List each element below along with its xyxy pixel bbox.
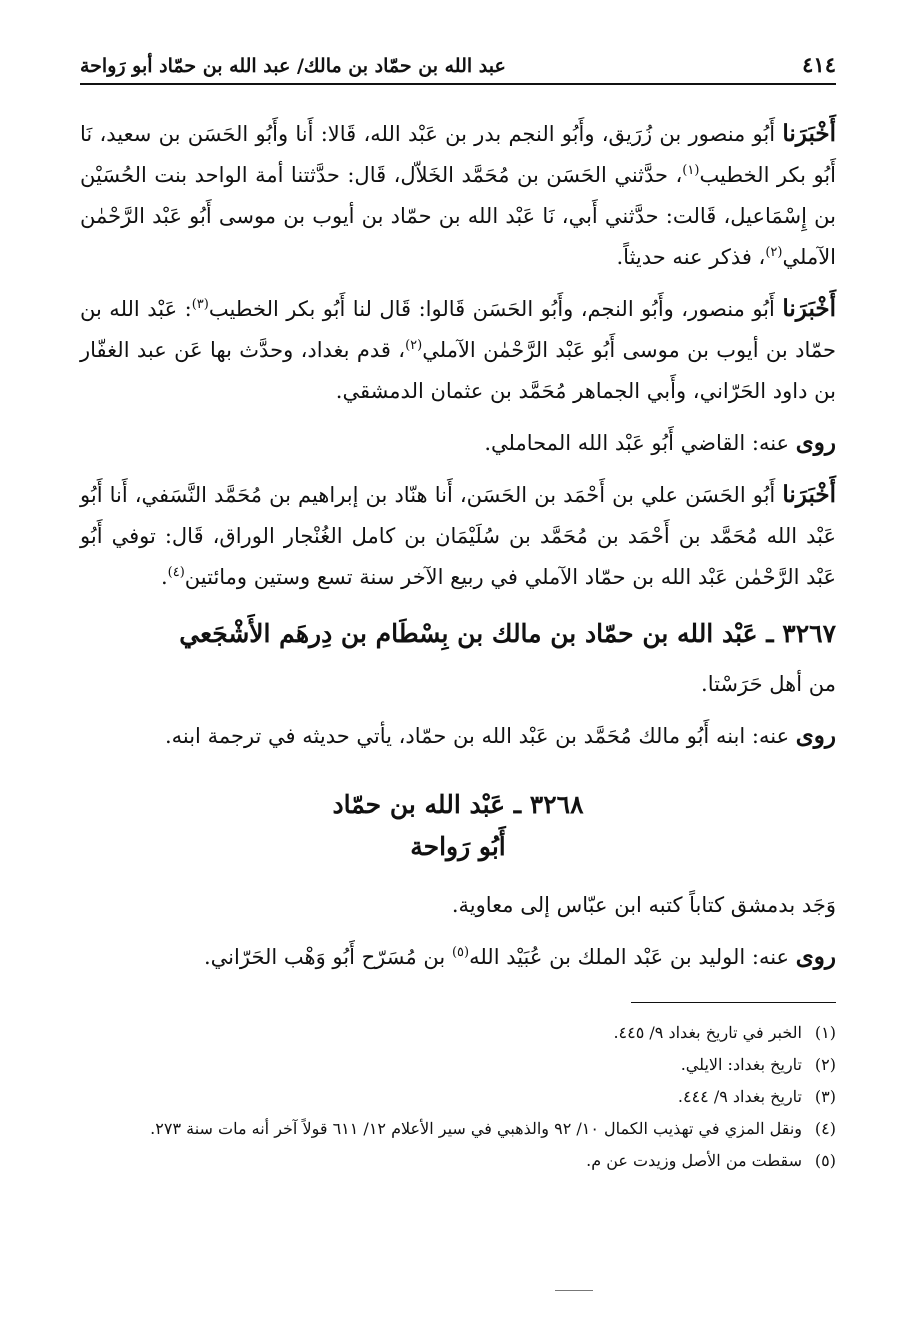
footnote-text: تاريخ بغداد ٩/ ٤٤٤.	[677, 1087, 802, 1106]
footnote-ref: (٥)	[451, 945, 470, 960]
paragraph-text: أَبُو منصور بن زُرَيق، وأَبُو النجم بدر بن عَبْد الله، قَالا: أَنا وأَبُو الحَسَن بن سعيد، نَا أَبُو بكر الخطيب	[80, 122, 836, 187]
riwaya-lead: روى	[795, 943, 836, 970]
footnotes	[80, 1019, 836, 1174]
paragraph-text: : عَبْد الله بن حمّاد بن أيوب بن موسى أَبُو عَبْد الرَّحْمٰن الآملي	[80, 297, 836, 362]
footnote-text: تاريخ بغداد: الايلي.	[680, 1055, 802, 1074]
paragraph-lead: أَخْبَرَنا	[782, 295, 837, 322]
footnote-number: (٤)	[814, 1119, 836, 1138]
paragraph-lead: أَخْبَرَنا	[782, 120, 836, 147]
footnote-ref: (٣)	[191, 297, 209, 312]
footnote-item	[80, 1147, 836, 1174]
footnote-number: (٥)	[814, 1151, 836, 1170]
footnote-item	[80, 1019, 836, 1046]
entry-title-3268: ٣٢٦٨ ـ عَبْد الله بن حمّاد	[332, 790, 584, 819]
entry-riwaya	[80, 936, 836, 978]
entry-subtitle-3268: أَبُو رَواحة	[410, 832, 506, 861]
footnote-text: سقطت من الأصل وزيدت عن م.	[586, 1151, 802, 1170]
footnote-text: الخبر في تاريخ بغداد ٩/ ٤٤٥.	[613, 1023, 802, 1042]
footnote-item	[80, 1115, 836, 1142]
paragraph-text: ، قدم بغداد، وحدَّث بها عَن عبد الغفّار بن داود الحَرّاني، وأَبي الجماهر مُحَمَّد بن عثمان الدمشقي.	[80, 338, 836, 403]
page-header	[80, 52, 836, 85]
running-title: عبد الله بن حمّاد بن مالك/ عبد الله بن حمّاد أبو رَواحة	[80, 55, 506, 77]
paragraph-text: عنه: القاضي أَبُو عَبْد الله المحاملي.	[484, 431, 790, 455]
footnote-item	[80, 1051, 836, 1078]
riwaya-text: عنه: ابنه أَبُو مالك مُحَمَّد بن عَبْد الله بن حمّاد، يأتي حديثه في ترجمة ابنه.	[164, 724, 790, 748]
entry-origin: من أهل حَرَسْتا.	[701, 672, 836, 696]
page-number: ٤١٤	[802, 52, 836, 77]
footnote-ref: (٤)	[167, 565, 185, 580]
paragraph-3	[80, 422, 836, 464]
footnote-item	[80, 1083, 836, 1110]
entry-title-3267: ٣٢٦٧ ـ عَبْد الله بن حمّاد بن مالك بن بِسْطَام بن دِرهَم الأَشْجَعي	[179, 619, 836, 648]
footnote-ref: (٢)	[405, 338, 423, 353]
paragraph-4	[80, 474, 836, 598]
paragraph-text: أَبُو الحَسَن علي بن أَحْمَد بن الحَسَن، أَنا هنّاد بن إبراهيم بن مُحَمَّد النَّسَفي، أَنا أَبُو عَبْد الله مُحَمَّد بن أَحْمَد بن مُحَمَّد بن سُلَيْمَان بن كامل الغُنْجار الوراق، قَال: توفي أَبُو عَبْد الرَّحْمٰن عَبْد الله بن حمّاد الآملي في ربيع الآخر سنة تسع وستين ومائتين	[80, 483, 836, 589]
scan-mark	[555, 1290, 593, 1291]
footnote-number: (٢)	[814, 1055, 836, 1074]
paragraph-text: ، حدَّثني الحَسَن بن مُحَمَّد الخَلاّل، قَال: حدَّثتنا أمة الواحد بنت الحُسَيْن بن إِسْمَاعيل، قَالت: حدَّثني أَبي، نَا عَبْد الله بن حمّاد بن أيوب بن موسى أَبُو عَبْد الرَّحْمٰن الآملي	[80, 163, 836, 269]
book-page	[80, 52, 836, 1179]
footnote-text: ونقل المزي في تهذيب الكمال ١٠/ ٩٢ والذهبي في سير الأعلام ١٢/ ٦١١ قولاً آخر أنه مات سنة ٢٧٣.	[150, 1119, 802, 1138]
footnote-number: (١)	[814, 1023, 836, 1042]
footnote-divider	[631, 1002, 836, 1003]
footnote-ref: (٢)	[765, 245, 783, 260]
paragraph-text: أَبُو منصور، وأَبُو النجم، وأَبُو الحَسَن قَالوا: قَال لنا أَبُو بكر الخطيب	[208, 297, 775, 321]
paragraph-2	[80, 288, 836, 412]
paragraph-lead: روى	[795, 429, 836, 456]
entry-riwaya	[80, 715, 836, 757]
riwaya-lead: روى	[795, 722, 836, 749]
riwaya-text: عنه: الوليد بن عَبْد الملك بن عُبَيْد الله	[469, 945, 790, 969]
footnote-ref: (١)	[682, 163, 700, 178]
riwaya-text: بن مُسَرّح أَبُو وَهْب الحَرّاني.	[204, 945, 452, 969]
footnote-number: (٣)	[814, 1087, 836, 1106]
paragraph-1	[80, 113, 836, 278]
paragraph-text: ، فذكر عنه حديثاً.	[616, 245, 766, 269]
paragraph-text: .	[160, 565, 168, 589]
entry-text: وَجَد بدمشق كتاباً كتبه ابن عبّاس إلى معاوية.	[451, 893, 836, 917]
paragraph-lead: أَخْبَرَنا	[782, 481, 836, 508]
